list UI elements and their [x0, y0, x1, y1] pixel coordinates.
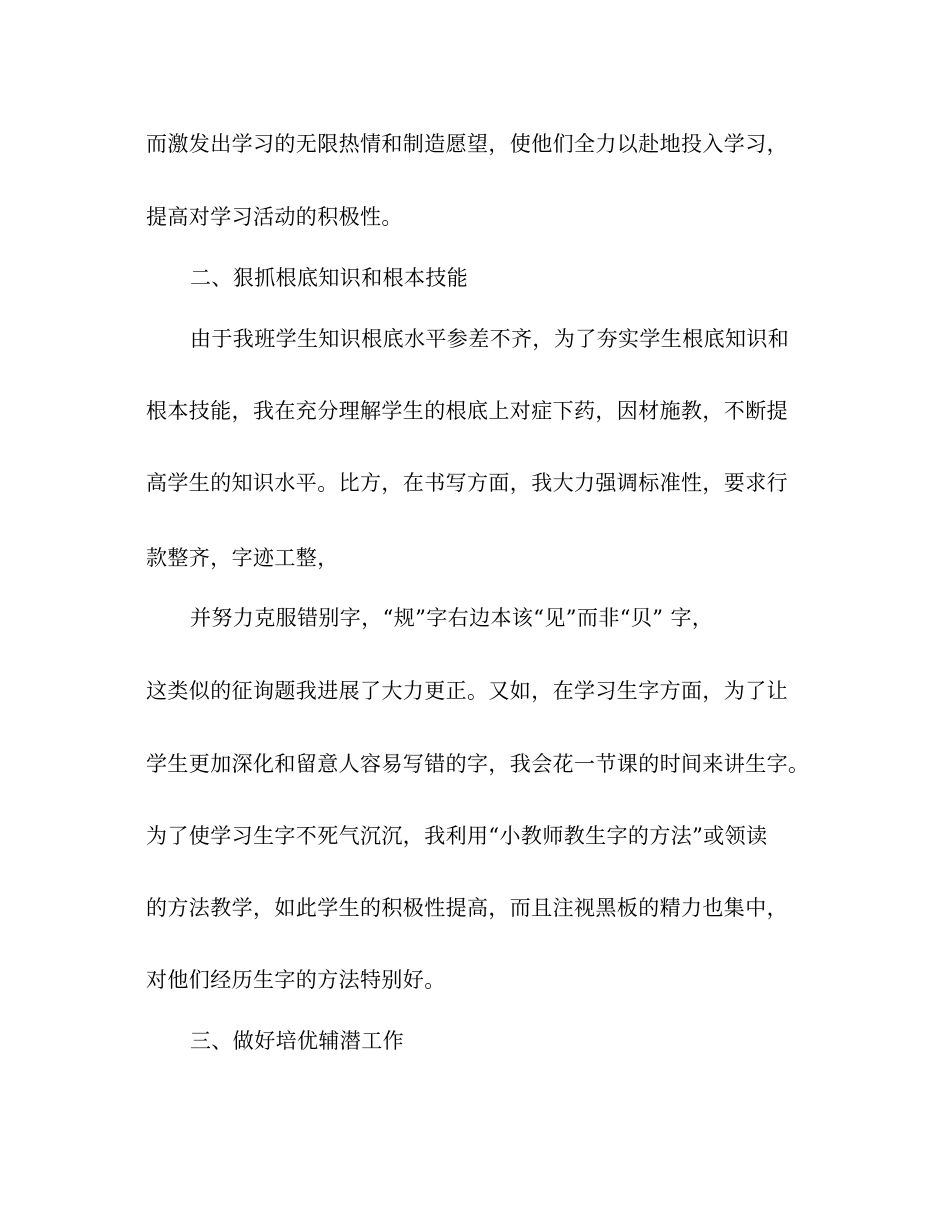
paragraph-line: 由于我班学生知识根底水平参差不齐，为了夯实学生根底知识和 [190, 327, 790, 351]
paragraph-line: 并努力克服错别字，“规”字右边本该“见”而非“贝” 字， [190, 606, 714, 630]
section-heading: 三、做好培优辅潜工作 [190, 1029, 404, 1053]
section-heading: 二、狠抓根底知识和根本技能 [190, 266, 469, 290]
paragraph-line: 的方法教学，如此学生的积极性提高，而且注视黑板的精力也集中， [146, 896, 788, 920]
paragraph-line: 高学生的知识水平。比方，在书写方面，我大力强调标准性，要求行 [146, 471, 788, 495]
paragraph-line: 为了使学习生字不死气沉沉，我利用“小教师教生字的方法”或领读 [146, 824, 768, 848]
paragraph-line: 对他们经历生字的方法特别好。 [146, 968, 446, 992]
paragraph-line: 根本技能，我在充分理解学生的根底上对症下药，因材施教，不断提 [146, 399, 788, 423]
paragraph-line: 款整齐，字迹工整， [146, 546, 339, 570]
paragraph-line: 而激发出学习的无限热情和制造愿望，使他们全力以赴地投入学习， [146, 132, 788, 156]
paragraph-line: 学生更加深化和留意人容易写错的字，我会花一节课的时间来讲生字。 [146, 752, 810, 776]
paragraph-line: 这类似的征询题我进展了大力更正。又如，在学习生字方面，为了让 [146, 679, 788, 703]
paragraph-line: 提高对学习活动的积极性。 [146, 205, 403, 229]
